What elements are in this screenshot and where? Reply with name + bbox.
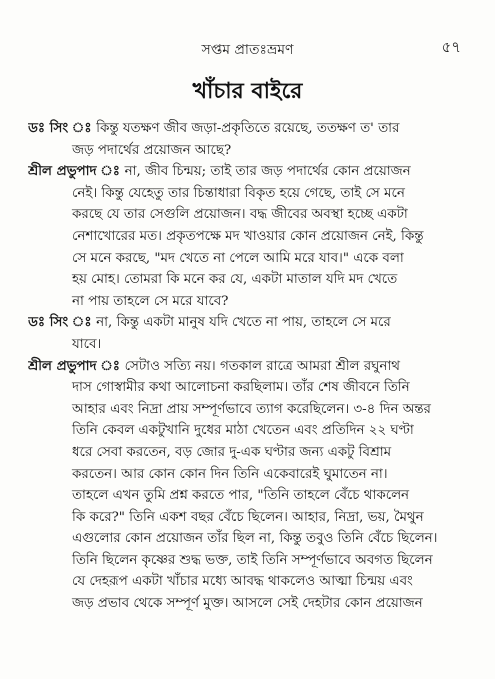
text-line [28, 399, 468, 421]
text-line [28, 269, 468, 291]
speaker-label: ডঃ সিং ঃ [28, 120, 97, 136]
dialogue-paragraph [28, 161, 468, 312]
text-line [28, 248, 468, 270]
chapter-title: খাঁচার বাইরে [192, 78, 303, 104]
text-line [28, 204, 468, 226]
text-line [28, 291, 468, 313]
line-text: আহার এবং নিদ্রা প্রায় সম্পূর্ণভাবে ত্যাগ করেছিলেন। ৩-৪ দিন অন্তর [72, 401, 431, 417]
text-line [28, 161, 468, 183]
line-text: তিনি ছিলেন কৃষ্ণের শুদ্ধ ভক্ত, তাই তিনি সম্পূর্ণভাবে অবগত ছিলেন [72, 552, 433, 568]
text-line [28, 485, 468, 507]
text-line [28, 226, 468, 248]
text-line [28, 140, 468, 162]
line-text: যাবে। [72, 336, 102, 352]
line-text: জড় প্রভাব থেকে সম্পূর্ণ মুক্ত। আসলে সেই দেহটার কোন প্রয়োজন [72, 596, 423, 612]
dialogue-paragraph [28, 118, 468, 161]
text-line [28, 593, 468, 615]
text-line [28, 183, 468, 205]
line-text: হয় মোহ। তোমরা কি মনে কর যে, একটা মাতাল যদি মদ খেতে [72, 272, 398, 288]
line-text: তিনি কেবল একটুখানি দুধের মাঠা খেতেন এবং প্রতিদিন ২২ ঘণ্টা [72, 423, 414, 439]
line-text: তাহলে এখন তুমি প্রশ্ন করতে পার, "তিনি তাহলে বেঁচে থাকলেন [72, 488, 410, 504]
text-line [28, 420, 468, 442]
running-header: সপ্তম প্রাতঃভ্রমণ [201, 42, 294, 58]
text-line [28, 442, 468, 464]
dialogue-body [28, 118, 468, 615]
speaker-label: শ্রীল প্রভুপাদ ঃ [28, 357, 125, 374]
line-text: জড় পদার্থের প্রয়োজন আছে? [72, 142, 232, 158]
dialogue-paragraph [28, 356, 468, 615]
speaker-label: ডঃ সিং ঃ [28, 314, 97, 331]
line-text: এগুলোর কোন প্রয়োজন তাঁর ছিল না, কিন্তু তবুও তিনি বেঁচে ছিলেন। [72, 531, 438, 547]
text-line [28, 507, 468, 529]
line-text: যে দেহরূপ একটা খাঁচার মধ্যে আবদ্ধ থাকলেও আত্মা চিন্ময় এবং [72, 574, 413, 590]
line-text: করছে যে তার সেগুলি প্রয়োজন। বদ্ধ জীবের অবস্থা হচ্ছে একটা [72, 207, 408, 223]
speaker-label: শ্রীল প্রভুপাদ ঃ [28, 163, 125, 180]
line-text: ধরে সেবা করতেন, বড় জোর দু-এক ঘণ্টার জন্য একটু বিশ্রাম [72, 444, 392, 460]
dialogue-paragraph [28, 312, 468, 355]
line-text: না, কিন্তু একটা মানুষ যদি খেতে না পায়, তাহলে সে মরে [96, 315, 391, 331]
line-text: কি করে?" তিনি একশ বছর বেঁচে ছিলেন। আহার, নিদ্রা, ভয়, মৈথুন [72, 509, 424, 525]
text-line [28, 118, 468, 140]
text-line [28, 356, 468, 378]
line-text: কিন্তু যতক্ষণ জীব জড়া-প্রকৃতিতে রয়েছে, ততক্ষণ ত' তার [96, 121, 400, 136]
line-text: সেটাও সত্যি নয়। গতকাল রাত্রে আমরা শ্রীল রঘুনাথ [124, 358, 400, 374]
text-line [28, 528, 468, 550]
line-text: না পায় তাহলে সে মরে যাবে? [72, 293, 229, 309]
text-line [28, 550, 468, 572]
line-text: নেশাখোরের মত। প্রকৃতপক্ষে মদ খাওয়ার কোন প্রয়োজন নেই, কিন্তু [72, 228, 424, 244]
line-text: দাস গোস্বামীর কথা আলোচনা করছিলাম। তাঁর শেষ জীবনে তিনি [72, 380, 410, 396]
line-text: না, জীব চিন্ময়; তাই তার জড় পদার্থের কোন প্রয়োজন [124, 164, 411, 180]
text-line [28, 312, 468, 334]
page-number: ৫৭ [441, 38, 461, 56]
line-text: করতেন। আর কোন কোন দিন তিনি একেবারেই ঘুমাতেন না। [72, 466, 388, 482]
text-line [28, 571, 468, 593]
line-text: সে মনে করছে, "মদ খেতে না পেলে আমি মরে যাব।" একে বলা [72, 250, 404, 266]
text-line [28, 377, 468, 399]
text-line [28, 334, 468, 356]
text-line [28, 464, 468, 486]
line-text: নেই। কিন্তু যেহেতু তার চিন্তাধারা বিকৃত হয়ে গেছে, তাই সে মনে [72, 185, 405, 201]
